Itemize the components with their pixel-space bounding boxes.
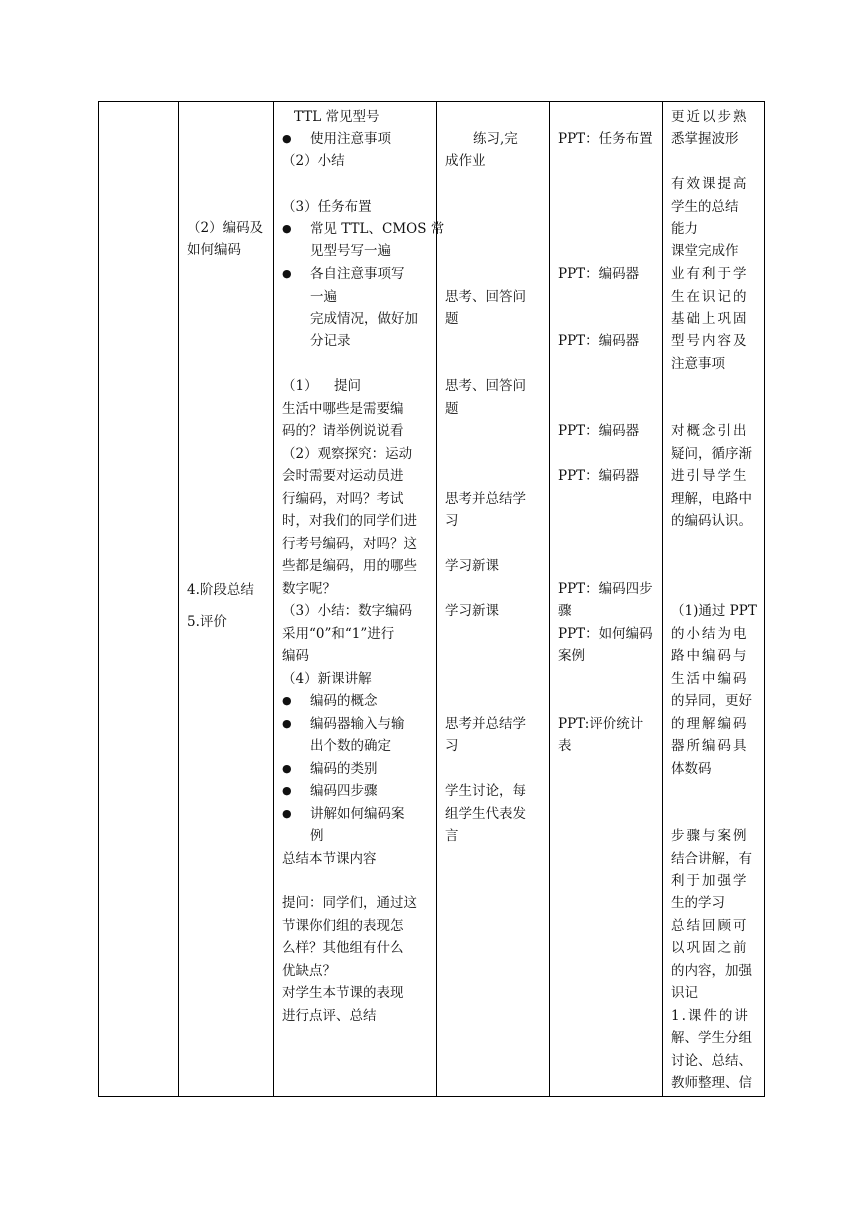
intent-line: 注意事项 [671, 356, 725, 372]
resource-line: 案例 [558, 648, 585, 664]
column-teacher-activity [282, 102, 445, 1096]
section-title: 如何编码 [187, 242, 241, 258]
intent-line: 的编码认识。 [671, 513, 752, 529]
bullet-icon: ● [282, 762, 292, 775]
intent-line: 课堂完成作 [671, 243, 739, 259]
content-line: 行编码，对吗？考试 [282, 491, 404, 507]
column-divider [273, 102, 274, 1096]
content-line: 提问：同学们，通过这 [282, 895, 417, 911]
intent-line: 利于加强学 [671, 873, 749, 889]
student-line: 思考、回答问 [445, 378, 526, 394]
intent-line: 教师整理、信 [671, 1075, 752, 1091]
intent-line: 悉掌握波形 [671, 131, 739, 147]
resource-line: PPT：编码器 [558, 468, 640, 484]
bullet-icon: ● [282, 694, 292, 707]
content-line: 些都是编码，用的哪些 [282, 558, 417, 574]
content-line: 分记录 [310, 333, 351, 349]
intent-line: 能力 [671, 221, 698, 237]
student-line: 学生讨论，每 [445, 783, 526, 799]
intent-line: 结合讲解，有 [671, 851, 752, 867]
intent-line: 的理解编码 [671, 716, 749, 732]
content-line: 各自注意事项写 [310, 266, 405, 282]
content-line: 会时需要对运动员进 [282, 468, 404, 484]
student-line: 题 [445, 311, 459, 327]
content-line: 码的？请举例说说看 [282, 423, 404, 439]
student-line: 思考并总结学 [445, 716, 526, 732]
content-line: 时，对我们的同学们进 [282, 513, 417, 529]
resource-line: PPT：任务布置 [558, 131, 653, 147]
content-line: 编码 [282, 648, 309, 664]
intent-line: 型号内容及 [671, 333, 749, 349]
student-line: 思考、回答问 [445, 289, 526, 305]
content-line: 优缺点？ [282, 963, 336, 979]
content-line: 对学生本节课的表现 [282, 985, 404, 1001]
intent-line: 解、学生分组 [671, 1030, 752, 1046]
resource-line: PPT：编码器 [558, 333, 640, 349]
lesson-plan-table [98, 101, 765, 1097]
content-line: 编码的类别 [310, 761, 378, 777]
content-line: （4）新课讲解 [282, 671, 372, 687]
content-line: TTL 常见型号 [294, 109, 380, 125]
bullet-icon: ● [282, 807, 292, 820]
content-line: 例 [310, 828, 324, 844]
resource-line: PPT:评价统计 [558, 716, 644, 732]
resource-line: PPT：编码四步 [558, 581, 653, 597]
intent-line: 进引导学生 [671, 468, 749, 484]
content-line: （1） [282, 378, 318, 394]
intent-line: 步骤与案例 [671, 828, 749, 844]
intent-line: 生活中编码 [671, 671, 749, 687]
student-line: 习 [445, 738, 459, 754]
content-line: （3）小结：数字编码 [282, 603, 413, 619]
content-line: 么样？其他组有什么 [282, 940, 404, 956]
content-line: 编码四步骤 [310, 783, 378, 799]
column-resources [558, 102, 660, 1096]
bullet-icon: ● [282, 222, 292, 235]
intent-line: 体数码 [671, 761, 712, 777]
resource-line: PPT：如何编码 [558, 626, 653, 642]
intent-line: 以巩固之前 [671, 940, 749, 956]
intent-line: 业有利于学 [671, 266, 749, 282]
section-title: 4.阶段总结 [187, 582, 254, 598]
section-title: （2）编码及 [187, 220, 264, 236]
intent-line: 基础上巩固 [671, 311, 749, 327]
column-design-intent [671, 102, 764, 1096]
student-line: 学习新课 [445, 558, 499, 574]
column-divider [178, 102, 179, 1096]
intent-line: 理解，电路中 [671, 491, 752, 507]
content-line: 见型号写一遍 [310, 243, 391, 259]
student-line: 题 [445, 401, 459, 417]
intent-line: 总结回顾可 [671, 918, 749, 934]
content-line: 行考号编码，对吗？这 [282, 536, 417, 552]
content-line: 总结本节课内容 [282, 851, 377, 867]
intent-line: 器所编码具 [671, 738, 749, 754]
intent-line: 对概念引出 [671, 423, 749, 439]
bullet-icon: ● [282, 132, 292, 145]
intent-line: 学生的总结 [671, 199, 739, 215]
content-line: 出个数的确定 [310, 738, 391, 754]
intent-line: 路中编码与 [671, 648, 749, 664]
intent-line: 讨论、总结、 [671, 1053, 752, 1069]
column-divider [662, 102, 663, 1096]
student-line: 学习新课 [445, 603, 499, 619]
content-line: （2）小结 [282, 153, 345, 169]
intent-line: 生在识记的 [671, 289, 749, 305]
content-line: 采用“0”和“1”进行 [282, 626, 395, 642]
intent-line: 1.课件的讲 [671, 1008, 750, 1024]
content-line: 节课你们组的表现怎 [282, 918, 404, 934]
student-line: 言 [445, 828, 459, 844]
section-title: 5.评价 [187, 614, 227, 630]
intent-line: 的内容，加强 [671, 963, 752, 979]
content-line: 完成情况，做好加 [310, 311, 418, 327]
intent-line: 疑问，循序渐 [671, 446, 752, 462]
intent-line: 的异同，更好 [671, 693, 752, 709]
content-line: 进行点评、总结 [282, 1008, 377, 1024]
content-line: 讲解如何编码案 [310, 806, 405, 822]
student-line: 成作业 [445, 153, 486, 169]
content-line: （2）观察探究：运动 [282, 446, 413, 462]
intent-line: 生的学习 [671, 895, 725, 911]
content-line: 数字呢？ [282, 581, 336, 597]
intent-line: （1)通过 PPT [671, 603, 757, 619]
column-stage [99, 102, 178, 1096]
bullet-icon: ● [282, 267, 292, 280]
resource-line: 表 [558, 738, 572, 754]
content-line: 常见 TTL、CMOS 常 [310, 221, 445, 237]
resource-line: 骤 [558, 603, 572, 619]
column-divider [436, 102, 437, 1096]
resource-line: PPT：编码器 [558, 266, 640, 282]
column-divider [549, 102, 550, 1096]
intent-line: 的小结为电 [671, 626, 749, 642]
intent-line: 识记 [671, 985, 698, 1001]
intent-line: 有效课提高 [671, 176, 749, 192]
student-line: 习 [445, 513, 459, 529]
content-line: 使用注意事项 [310, 131, 391, 147]
bullet-icon: ● [282, 717, 292, 730]
resource-line: PPT：编码器 [558, 423, 640, 439]
column-student-activity [445, 102, 547, 1096]
content-line: 一遍 [310, 289, 337, 305]
content-line: 编码的概念 [310, 693, 378, 709]
content-line: 生活中哪些是需要编 [282, 401, 404, 417]
content-line: （3）任务布置 [282, 199, 372, 215]
content-line: 提问 [334, 378, 361, 394]
student-line: 练习,完 [473, 131, 518, 147]
column-section [187, 102, 271, 1096]
bullet-icon: ● [282, 784, 292, 797]
student-line: 组学生代表发 [445, 806, 526, 822]
student-line: 思考并总结学 [445, 491, 526, 507]
content-line: 编码器输入与输 [310, 716, 405, 732]
intent-line: 更近以步熟 [671, 109, 749, 125]
